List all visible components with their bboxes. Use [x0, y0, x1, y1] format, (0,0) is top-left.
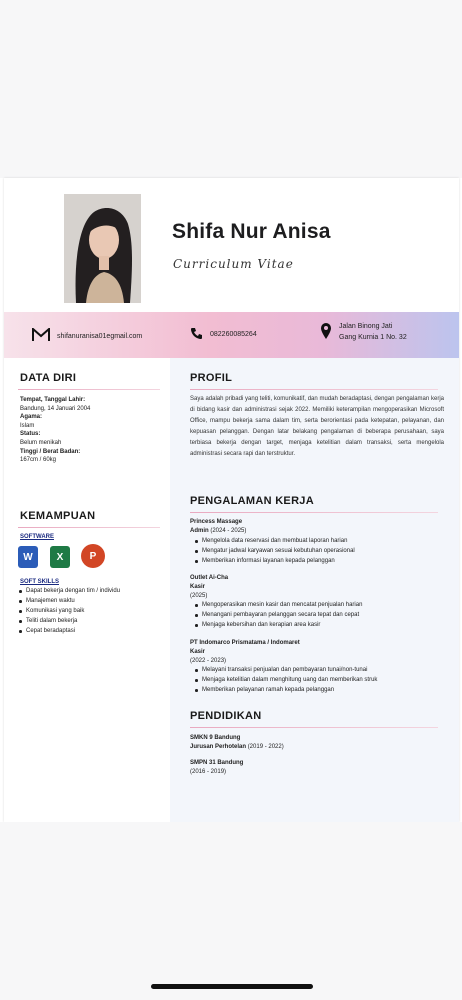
- list-item: Mengelola data reservasi dan membuat laporan harian: [194, 536, 355, 546]
- list-item: Memberikan pelayanan ramah kepada pelanggan: [194, 685, 377, 695]
- school-period: (2016 - 2019): [190, 769, 227, 775]
- status-label: Status:: [20, 431, 41, 438]
- job-role: Kasir: [190, 584, 206, 590]
- job-role-line: [190, 648, 205, 657]
- full-name: Shifa Nur Anisa: [172, 220, 331, 243]
- job-tasks: [194, 600, 362, 630]
- phone-text: 082260085264: [210, 331, 257, 338]
- top-band: [0, 0, 462, 178]
- profil-title: PROFIL: [190, 372, 233, 384]
- word-icon: W: [18, 546, 38, 568]
- ttl-label: Tempat, Tanggal Lahir:: [20, 397, 86, 403]
- job-role-line: [190, 527, 246, 536]
- mail-icon: [32, 328, 50, 344]
- status-value: Belum menikah: [20, 439, 62, 446]
- softskills-list: [18, 586, 120, 636]
- contact-bar: [4, 312, 459, 358]
- pengalaman-title: PENGALAMAN KERJA: [190, 495, 314, 507]
- agama-value: Islam: [20, 422, 35, 429]
- list-item: Menangani pembayaran pelanggan secara tepat dan cepat: [194, 610, 362, 620]
- profile-photo: [64, 194, 141, 303]
- job-tasks: [194, 536, 355, 566]
- list-item: Manajemen waktu: [18, 596, 120, 606]
- section-divider: [18, 527, 160, 528]
- contact-email[interactable]: [32, 328, 142, 344]
- school-name: SMKN 9 Bandung: [190, 735, 241, 741]
- powerpoint-icon: P: [81, 544, 105, 568]
- list-item: Mengatur jadwal karyawan sesuai kebutuhan operasional: [194, 546, 355, 556]
- left-column: [4, 358, 170, 822]
- list-item: Mengoperasikan mesin kasir dan mencatat penjualan harian: [194, 600, 362, 610]
- school-major: Jurusan Perhotelan: [190, 744, 247, 750]
- list-item: Menjaga kebersihan dan kerapian area kasir: [194, 620, 362, 630]
- list-item: Memberikan informasi layanan kepada pelanggan: [194, 556, 355, 566]
- list-item: Melayani transaksi penjualan dan pembayaran tunai/non-tunai: [194, 665, 377, 675]
- job-company: Princess Massage: [190, 519, 243, 525]
- profil-text: Saya adalah pribadi yang teliti, komunikatif, dan mudah beradaptasi, dengan pengalaman kerja di bidang kasir dan administrasi sejak 2022. Memiliki keterampilan mengoperasikan Microsoft Office, mampu bekerja sama dalam tim, serta berorientasi pada ketepatan, pelayanan, dan kepuasan pelanggan. Dengan latar belakang pengalaman di beberapa perusahaan, saya terbiasa bekerja dengan target, menjaga ketelitian dalam transaksi, serta mengelola administrasi secara rapi dan terstruktur.: [190, 396, 444, 457]
- list-item: Teliti dalam bekerja: [18, 616, 120, 626]
- data-diri-block: [20, 396, 160, 465]
- job-role-line: [190, 583, 205, 592]
- section-divider: [18, 389, 160, 390]
- software-label: SOFTWARE: [20, 534, 54, 540]
- phone-icon: [190, 327, 203, 342]
- contact-address: [320, 321, 407, 343]
- job-tasks: [194, 665, 377, 695]
- job-role: Kasir: [190, 649, 206, 655]
- address-line-2: Gang Kurnia 1 No. 32: [339, 334, 407, 341]
- job-company: PT Indomarco Prismatama / Indomaret: [190, 640, 300, 646]
- school-period: (2019 - 2022): [247, 744, 284, 750]
- list-item: Cepat beradaptasi: [18, 626, 120, 636]
- data-diri-title: DATA DIRI: [20, 372, 77, 384]
- tb-value: 167cm / 60kg: [20, 457, 57, 464]
- school-name: SMPN 31 Bandung: [190, 760, 244, 766]
- list-item: Komunikasi yang baik: [18, 606, 120, 616]
- cv-document: [4, 178, 459, 822]
- list-item: Menjaga ketelitian dalam menghitung uang dan memberikan struk: [194, 675, 377, 685]
- section-divider: [190, 727, 438, 728]
- right-column: [170, 358, 459, 822]
- section-divider: [190, 389, 438, 390]
- kemampuan-title: KEMAMPUAN: [20, 510, 96, 522]
- agama-label: Agama:: [20, 414, 43, 421]
- job-role: Admin: [190, 528, 209, 534]
- job-company: Outlet Ai-Cha: [190, 575, 229, 581]
- ttl-value: Bandung, 14 Januari 2004: [20, 405, 91, 412]
- address-line-1: Jalan Binong Jati: [339, 323, 393, 330]
- excel-icon: X: [50, 546, 70, 568]
- section-divider: [190, 512, 438, 513]
- tb-label: Tinggi / Berat Badan:: [20, 448, 81, 455]
- school-major-line: [190, 743, 284, 752]
- pendidikan-title: PENDIDIKAN: [190, 710, 262, 722]
- cv-subtitle: Curriculum Vitae: [173, 257, 294, 271]
- bottom-band: [0, 822, 462, 1000]
- home-indicator[interactable]: [151, 984, 313, 989]
- job-period: (2025): [190, 593, 208, 599]
- location-pin-icon: [320, 322, 332, 342]
- contact-phone[interactable]: [190, 327, 257, 342]
- email-text: shifanuranisa01egmail.com: [57, 332, 143, 340]
- job-period: (2022 - 2023): [190, 658, 227, 664]
- softskills-label: SOFT SKILLS: [20, 579, 59, 585]
- job-period: (2024 - 2025): [210, 528, 247, 534]
- list-item: Dapat bekerja dengan tim / individu: [18, 586, 120, 596]
